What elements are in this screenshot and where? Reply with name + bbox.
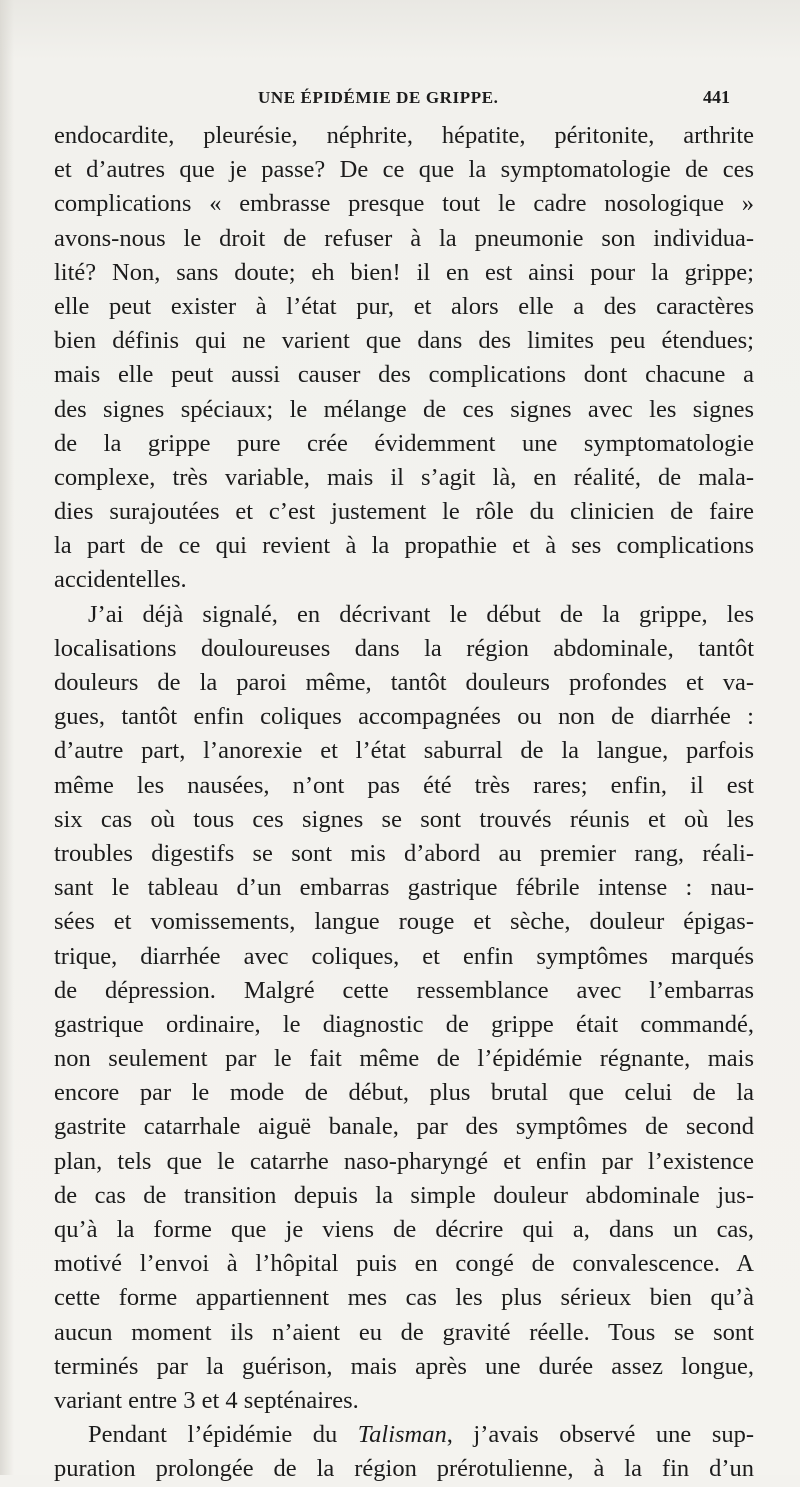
text-line: trique, diarrhée avec coliques, et enfin symptômes marqués: [54, 942, 754, 970]
text-line: gastrique ordinaire, le diagnostic de grippe était commandé,: [54, 1010, 754, 1038]
paragraph-lead-word: Pendant: [88, 1421, 167, 1449]
running-title: UNE ÉPIDÉMIE DE GRIPPE.: [258, 88, 499, 107]
text-line: puration prolongée de la région prérotulienne, à la fin d’un: [54, 1455, 754, 1483]
text-line: des signes spéciaux; le mélange de ces signes avec les signes: [54, 395, 754, 423]
text-line: motivé l’envoi à l’hôpital puis en congé de convalescence. A: [54, 1250, 754, 1278]
text-line: de dépression. Malgré cette ressemblance avec l’embarras: [54, 976, 754, 1004]
text-line: avons-nous le droit de refuser à la pneumonie son individua-: [54, 224, 754, 252]
text-line: la part de ce qui revient à la propathie et à ses complications: [54, 532, 754, 560]
text-line: gues, tantôt enfin coliques accompagnées ou non de diarrhée :: [54, 703, 754, 731]
ship-name-italic: Talisman: [357, 1421, 447, 1449]
text-line: et d’autres que je passe? De ce que la symptomatologie de ces: [54, 156, 754, 184]
text-line: mais elle peut aussi causer des complications dont chacune a: [54, 361, 754, 389]
text-line: troubles digestifs se sont mis d’abord au premier rang, réali-: [54, 839, 754, 867]
text-line: complexe, très variable, mais il s’agit là, en réalité, de mala-: [54, 463, 754, 491]
page-edge-shadow: [0, 0, 14, 1475]
text-line: sées et vomissements, langue rouge et sèche, douleur épigas-: [54, 908, 754, 936]
text-line: plan, tels que le catarrhe naso-pharyngé et enfin par l’existence: [54, 1147, 754, 1175]
text-line: terminés par la guérison, mais après une durée assez longue,: [54, 1352, 754, 1380]
page-number: 441: [703, 87, 730, 107]
text-segment: l’épidémie du: [187, 1421, 338, 1449]
text-line: non seulement par le fait même de l’épidémie régnante, mais: [54, 1045, 754, 1073]
text-line: sant le tableau d’un embarras gastrique fébrile intense : nau-: [54, 874, 754, 902]
text-line: d’autre part, l’anorexie et l’état saburral de la langue, parfois: [54, 737, 754, 765]
text-line: dies surajoutées et c’est justement le rôle du clinicien de faire: [54, 498, 754, 526]
text-line: encore par le mode de début, plus brutal que celui de la: [54, 1079, 754, 1107]
text-line: gastrite catarrhale aiguë banale, par des symptômes de second: [54, 1113, 754, 1141]
body-text: [54, 119, 754, 1487]
text-line-paragraph-start: J’ai déjà signalé, en décrivant le début de la grippe, les: [88, 600, 754, 628]
text-line: endocardite, pleurésie, néphrite, hépatite, péritonite, arthrite: [54, 122, 754, 149]
text-line: de cas de transition depuis la simple douleur abdominale jus-: [54, 1181, 754, 1209]
text-line: douleurs de la paroi même, tantôt douleurs profondes et va-: [54, 669, 754, 696]
text-line: de la grippe pure crée évidemment une symptomatologie: [54, 429, 754, 457]
text-line: elle peut exister à l’état pur, et alors elle a des caractères: [54, 292, 754, 320]
text-line: qu’à la forme que je viens de décrire qui a, dans un cas,: [54, 1216, 754, 1243]
text-line: même les nausées, n’ont pas été très rares; enfin, il est: [54, 771, 754, 799]
text-line-paragraph-end: accidentelles.: [54, 566, 187, 594]
text-line: bien définis qui ne varient que dans des limites peu étendues;: [54, 327, 754, 355]
running-head: [0, 88, 800, 112]
text-line: six cas où tous ces signes se sont trouvés réunis et où les: [54, 805, 754, 833]
text-line-paragraph-end: variant entre 3 et 4 septénaires.: [54, 1386, 359, 1414]
text-line: lité? Non, sans doute; eh bien! il en est ainsi pour la grippe;: [54, 258, 754, 286]
text-line: localisations douloureuses dans la région abdominale, tantôt: [54, 634, 754, 662]
text-line: aucun moment ils n’aient eu de gravité réelle. Tous se sont: [54, 1318, 754, 1346]
text-line: cette forme appartiennent mes cas les plus sérieux bien qu’à: [54, 1284, 754, 1312]
text-segment: , j’avais observé une sup-: [446, 1421, 754, 1449]
text-line-paragraph-start: [54, 1418, 754, 1452]
text-line: complications « embrasse presque tout le cadre nosologique »: [54, 190, 754, 218]
